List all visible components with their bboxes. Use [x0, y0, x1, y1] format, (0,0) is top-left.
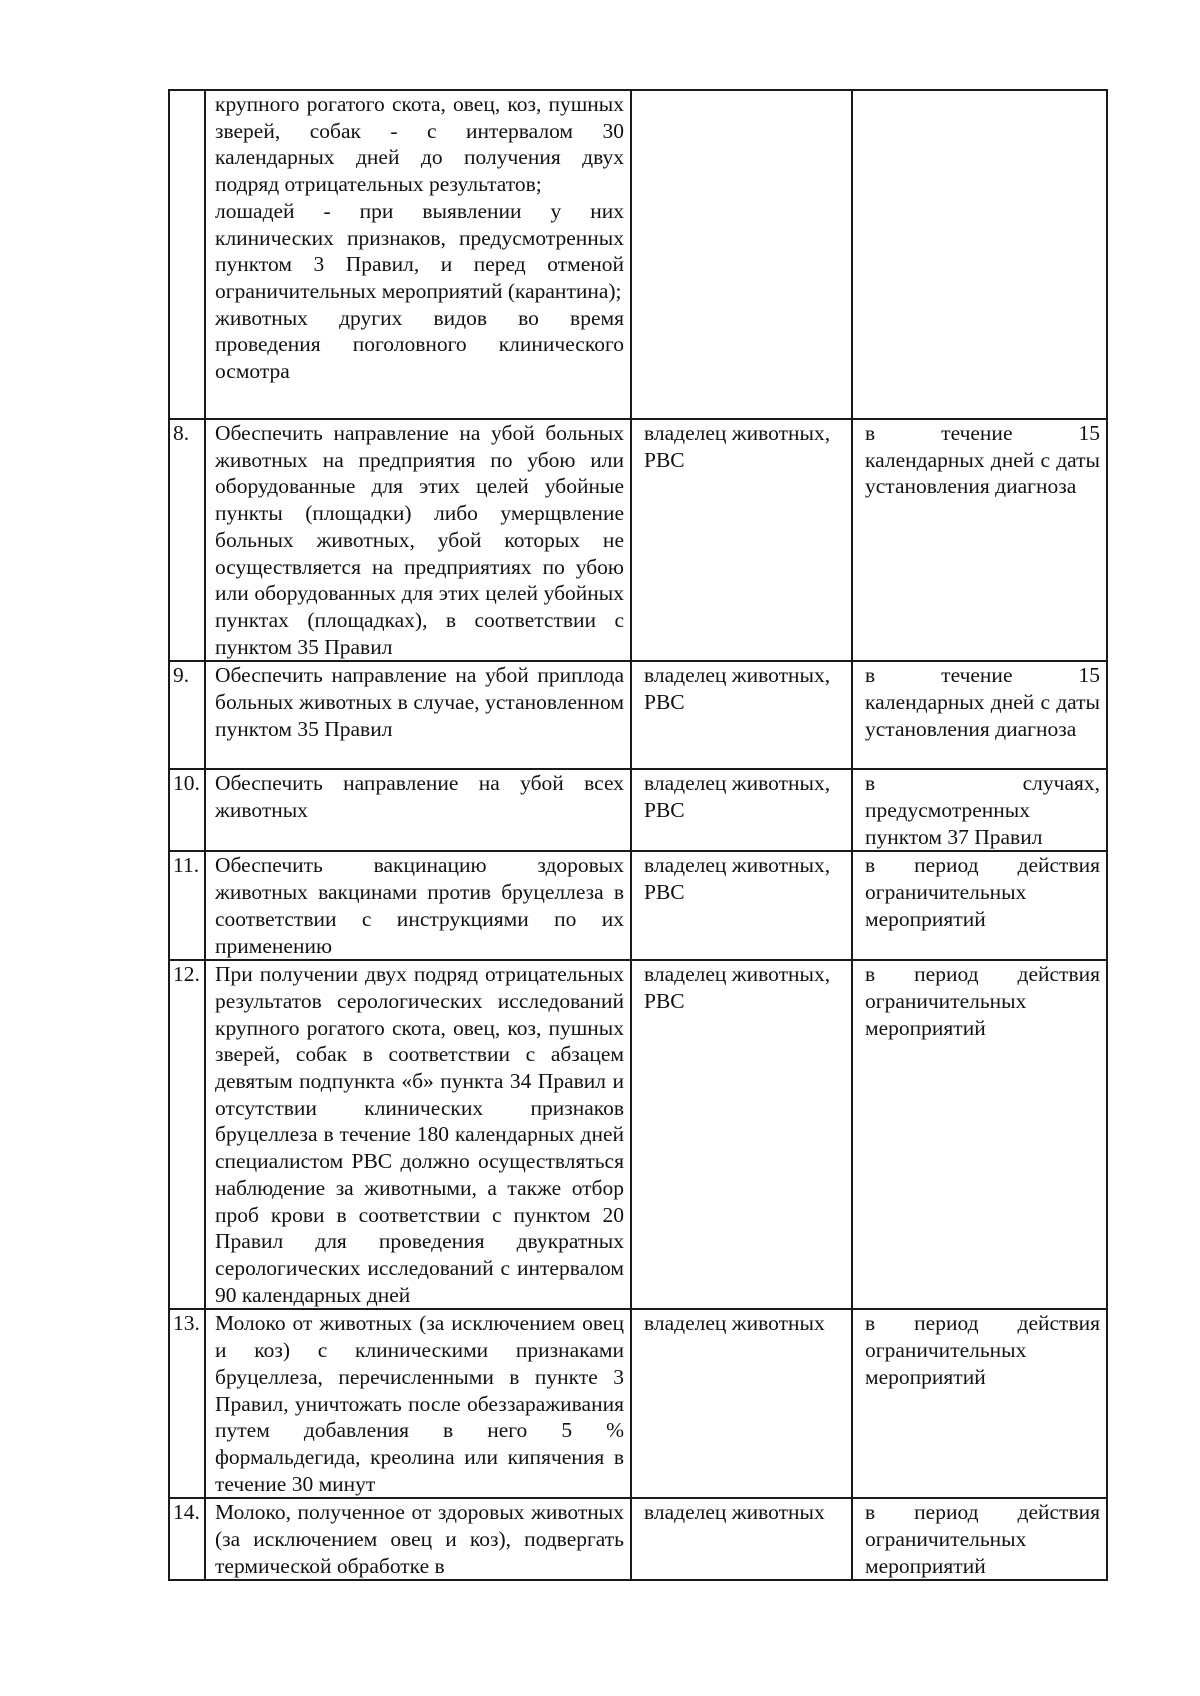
table-row [169, 1498, 1107, 1580]
measure-paragraph: крупного рогатого скота, овец, коз, пушных зверей, собак - с интервалом 30 календарных дней до получения двух подряд отрицательных результатов; [215, 92, 624, 197]
responsible-cell: владелец животных, РВС [631, 769, 852, 851]
document-table [168, 89, 1108, 1581]
measure-paragraph: лошадей - при выявлении у них клинических признаков, предусмотренных пунктом 3 Правил, и перед отменой ограничительных мероприятий (карантина); [215, 198, 624, 303]
measure-text [205, 90, 631, 419]
table-row [169, 851, 1107, 960]
row-number: 8. [169, 419, 205, 661]
measure-text [205, 419, 631, 661]
deadline-cell: в период действия ограничительных мероприятий [852, 1498, 1107, 1580]
measure-paragraph: Обеспечить направление на убой больных животных на предприятия по убою или оборудованные для этих целей убойные пункты (площадки) либо умерщвление больных животных, убой которых не осуществляется на предприятиях по убою или оборудованных для этих целей убойных пунктах (площадках), в соответствии с пунктом 35 Правил [215, 421, 624, 659]
deadline-cell: в период действия ограничительных мероприятий [852, 851, 1107, 960]
row-number: 11. [169, 851, 205, 960]
measure-paragraph: Обеспечить вакцинацию здоровых животных вакцинами против бруцеллеза в соответствии с инструкциями по их применению [215, 853, 624, 958]
row-number: 14. [169, 1498, 205, 1580]
row-number: 9. [169, 661, 205, 769]
responsible-cell: владелец животных, РВС [631, 851, 852, 960]
measure-paragraph: При получении двух подряд отрицательных результатов серологических исследований крупного рогатого скота, овец, коз, пушных зверей, собак в соответствии с абзацем девятым подпункта «б» пункта 34 Правил и отсутствии клинических признаков бруцеллеза в течение 180 календарных дней специалистом РВС должно осуществляться наблюдение за животными, а также отбор проб крови в соответствии с пунктом 20 Правил для проведения двукратных серологических исследований с интервалом 90 календарных дней [215, 962, 624, 1307]
responsible-cell: владелец животных, РВС [631, 661, 852, 769]
table-row [169, 960, 1107, 1309]
responsible-cell: владелец животных, РВС [631, 960, 852, 1309]
responsible-cell [631, 90, 852, 419]
responsible-cell: владелец животных [631, 1309, 852, 1498]
measure-paragraph: Обеспечить направление на убой всех животных [215, 771, 624, 823]
measure-text [205, 661, 631, 769]
deadline-cell: в течение 15 календарных дней с даты установления диагноза [852, 661, 1107, 769]
row-number: 13. [169, 1309, 205, 1498]
measure-paragraph: Молоко от животных (за исключением овец и коз) с клиническими признаками бруцеллеза, перечисленными в пункте 3 Правил, уничтожать после обеззараживания путем добавления в него 5 % формальдегида, креолина или кипячения в течение 30 минут [215, 1311, 624, 1496]
table-row [169, 1309, 1107, 1498]
deadline-cell [852, 90, 1107, 419]
responsible-cell: владелец животных [631, 1498, 852, 1580]
table-row [169, 661, 1107, 769]
measure-text [205, 1498, 631, 1580]
table-row [169, 90, 1107, 419]
row-number: 10. [169, 769, 205, 851]
row-number: 12. [169, 960, 205, 1309]
measure-text [205, 960, 631, 1309]
deadline-cell: в течение 15 календарных дней с даты установления диагноза [852, 419, 1107, 661]
measure-text [205, 769, 631, 851]
table-row [169, 769, 1107, 851]
table-row [169, 419, 1107, 661]
responsible-cell: владелец животных, РВС [631, 419, 852, 661]
measure-text [205, 851, 631, 960]
deadline-cell: в период действия ограничительных мероприятий [852, 960, 1107, 1309]
deadline-cell: в случаях, предусмотренных пунктом 37 Правил [852, 769, 1107, 851]
measure-paragraph: животных других видов во время проведения поголовного клинического осмотра [215, 305, 624, 384]
measure-text [205, 1309, 631, 1498]
measure-paragraph: Обеспечить направление на убой приплода больных животных в случае, установленном пунктом 35 Правил [215, 663, 624, 741]
measure-paragraph: Молоко, полученное от здоровых животных (за исключением овец и коз), подвергать термической обработке в [215, 1500, 624, 1578]
deadline-cell: в период действия ограничительных мероприятий [852, 1309, 1107, 1498]
row-number [169, 90, 205, 419]
